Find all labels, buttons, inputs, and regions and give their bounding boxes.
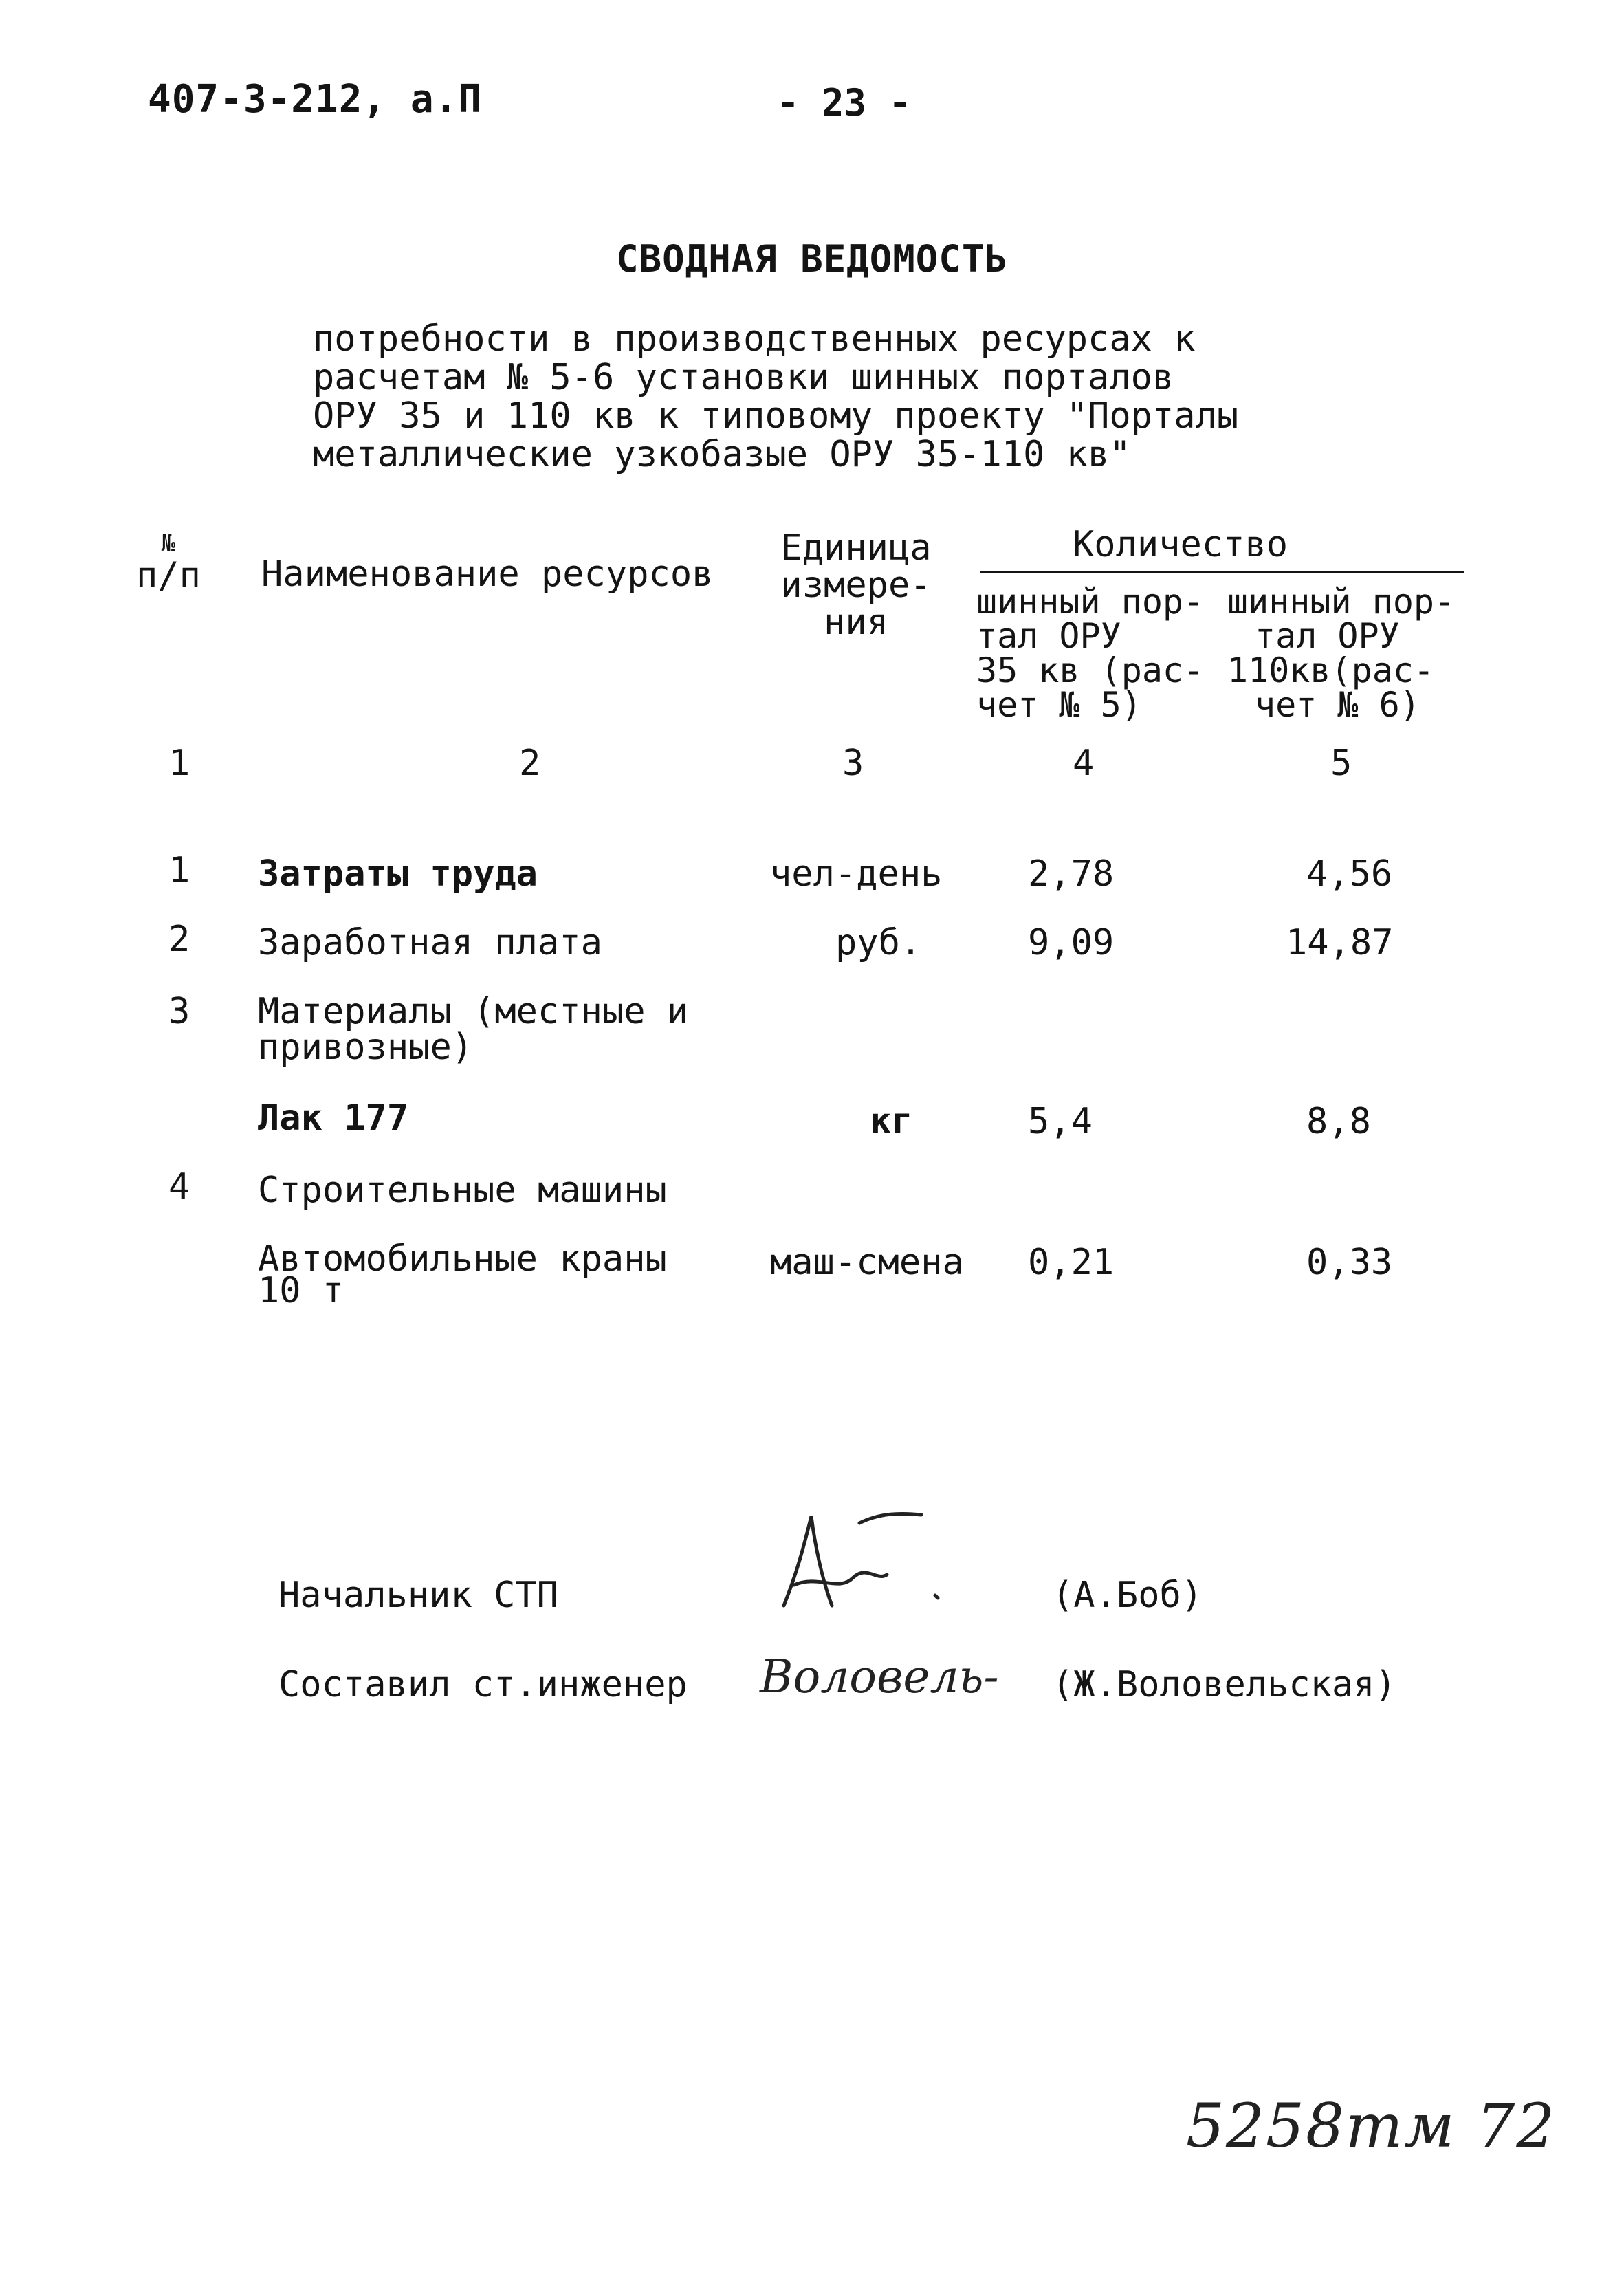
row-name: Строительные машины bbox=[258, 1170, 667, 1211]
row-unit: руб. bbox=[835, 922, 922, 963]
page-number: - 23 - bbox=[777, 81, 912, 124]
subtitle-line: расчетам № 5-6 установки шинных порталов bbox=[313, 357, 1174, 398]
row-name bbox=[258, 991, 689, 1068]
signer-title: Составил ст.инженер bbox=[278, 1664, 688, 1705]
column-number: 1 bbox=[168, 743, 190, 784]
subtitle-line: потребности в производственных ресурсах к bbox=[313, 318, 1196, 360]
signer-title: Начальник СТП bbox=[278, 1575, 558, 1616]
row-value-110kv: 14,87 bbox=[1286, 922, 1394, 963]
header-col4 bbox=[976, 582, 1205, 725]
header-col5-line: тал ОРУ bbox=[1255, 616, 1400, 656]
header-unit bbox=[763, 529, 949, 641]
row-unit: маш-смена bbox=[770, 1242, 964, 1283]
archive-number: 5258тм 72 bbox=[1186, 2090, 1557, 2161]
signer-name: (А.Боб) bbox=[1052, 1575, 1203, 1616]
row-value-110kv: 4,56 bbox=[1306, 853, 1393, 895]
header-unit-line: измере- bbox=[780, 565, 932, 606]
row-unit: кг bbox=[870, 1101, 913, 1142]
header-col5-line: чет № 6) bbox=[1255, 685, 1420, 725]
header-name: Наименование ресурсов bbox=[261, 554, 714, 595]
header-num bbox=[127, 529, 210, 594]
row-value-35kv: 5,4 bbox=[1028, 1101, 1093, 1142]
signer-name: (Ж.Воловельская) bbox=[1052, 1664, 1396, 1705]
signature-scribble bbox=[756, 1502, 963, 1619]
header-num-sign: № bbox=[161, 529, 176, 557]
row-unit: чел-день bbox=[770, 853, 943, 895]
row-value-35kv: 2,78 bbox=[1028, 853, 1115, 895]
row-num: 3 bbox=[168, 991, 190, 1032]
document-code: 407-3-212, а.П bbox=[148, 77, 483, 122]
row-name: Затраты труда bbox=[258, 853, 538, 895]
row-num: 2 bbox=[168, 919, 190, 960]
header-col5-line: 110кв(рас- bbox=[1227, 651, 1435, 690]
column-number: 5 bbox=[1330, 743, 1352, 784]
document-title: СВОДНАЯ ВЕДОМОСТЬ bbox=[616, 237, 1008, 281]
document-subtitle bbox=[313, 320, 1238, 474]
header-unit-line: ния bbox=[824, 602, 888, 643]
row-name: Лак 177 bbox=[258, 1097, 409, 1139]
row-num: 4 bbox=[168, 1166, 190, 1207]
column-number: 4 bbox=[1073, 743, 1095, 784]
row-num: 1 bbox=[168, 850, 190, 891]
row-name bbox=[258, 1238, 667, 1311]
row-name-line: 10 т bbox=[258, 1270, 344, 1311]
header-col5 bbox=[1227, 582, 1456, 725]
subtitle-line: металлические узкобазые ОРУ 35-110 кв" bbox=[313, 434, 1131, 475]
header-col4-line: тал ОРУ bbox=[976, 616, 1121, 656]
row-value-110kv: 0,33 bbox=[1306, 1242, 1393, 1283]
row-name-line: привозные) bbox=[258, 1027, 474, 1068]
row-name-line: Материалы (местные и bbox=[258, 991, 689, 1032]
row-name-line: Автомобильные краны bbox=[258, 1238, 667, 1280]
subtitle-line: ОРУ 35 и 110 кв к типовому проекту "Порталы bbox=[313, 395, 1239, 437]
header-col5-line: шинный пор- bbox=[1227, 582, 1456, 622]
row-value-35kv: 9,09 bbox=[1028, 922, 1115, 963]
header-quantity: Количество bbox=[1073, 524, 1288, 565]
header-col4-line: шинный пор- bbox=[976, 582, 1205, 622]
row-value-35kv: 0,21 bbox=[1028, 1242, 1115, 1283]
header-col4-line: чет № 5) bbox=[976, 685, 1142, 725]
header-unit-line: Единица bbox=[780, 527, 932, 569]
header-col4-line: 35 кв (рас- bbox=[976, 651, 1205, 690]
header-quantity-rule bbox=[980, 571, 1464, 573]
header-num-pp: п/п bbox=[136, 555, 201, 596]
column-number: 2 bbox=[519, 743, 541, 784]
column-number: 3 bbox=[842, 743, 864, 784]
signature-handwriting: Воловель- bbox=[760, 1650, 999, 1703]
row-value-110kv: 8,8 bbox=[1306, 1101, 1371, 1142]
row-name: Заработная плата bbox=[258, 922, 602, 963]
